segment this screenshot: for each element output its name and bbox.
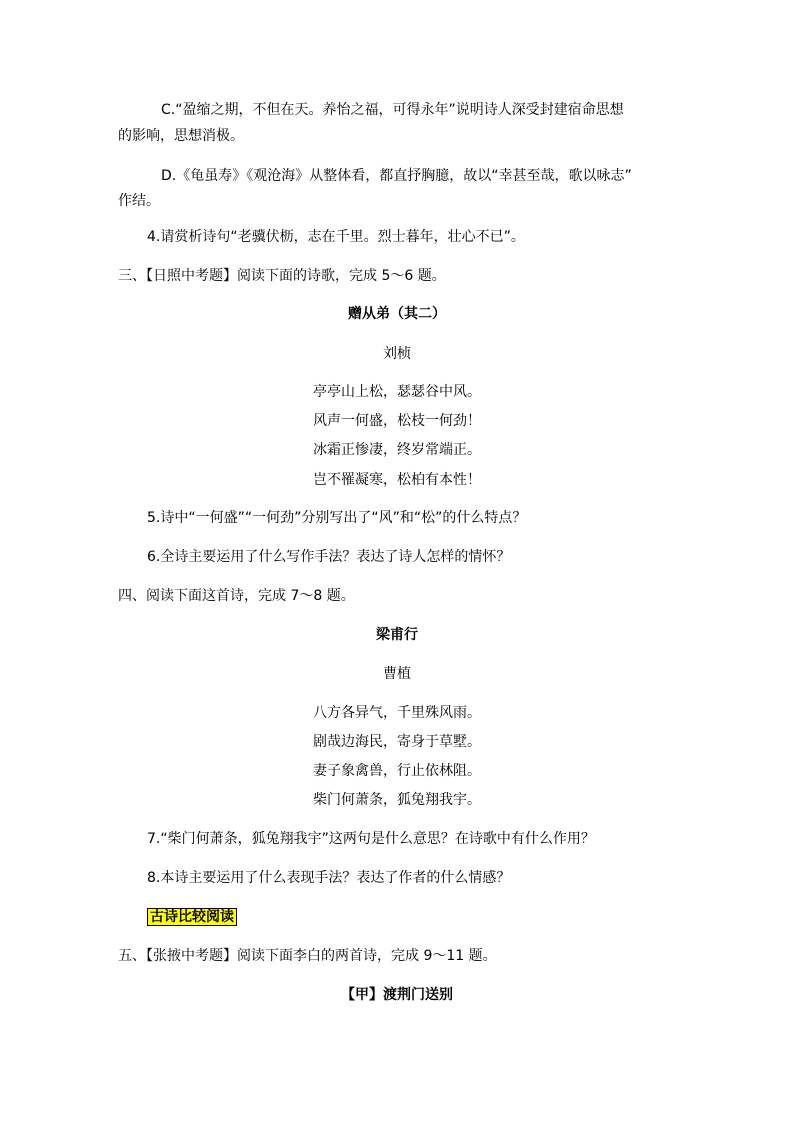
- poem-2-line-4: 柴门何萧条，狐兔翔我宇。: [313, 792, 481, 808]
- poem-2-line-1: 八方各异气，千里殊风雨。: [313, 705, 481, 721]
- question-7: 7.“柴门何萧条，狐兔翔我宇”这两句是什么意思？在诗歌中有什么作用？: [147, 831, 595, 847]
- option-c-line-1: C.“盈缩之期，不但在天。养怡之福，可得永年”说明诗人深受封建宿命思想: [161, 102, 624, 118]
- poem-author-1: 刘桢: [383, 346, 411, 362]
- section-3-heading: 三、【日照中考题】阅读下面的诗歌，完成 5～6 题。: [118, 268, 446, 284]
- question-8: 8.本诗主要运用了什么表现手法？表达了作者的什么情感？: [147, 870, 511, 886]
- poem-1-line-1: 亭亭山上松，瑟瑟谷中风。: [313, 384, 481, 400]
- poem-title-2: 梁甫行: [376, 627, 418, 643]
- option-d-line-2: 作结。: [118, 193, 160, 209]
- comparison-reading-label: [147, 907, 237, 927]
- poem-1-line-3: 冰霜正惨凄，终岁常端正。: [313, 442, 481, 458]
- option-c-line-2: 的影响，思想消极。: [118, 128, 244, 144]
- question-4: 4.请赏析诗句“老骥伏枥，志在千里。烈士暮年，壮心不已”。: [147, 229, 525, 245]
- highlight-badge: 古诗比较阅读: [147, 908, 237, 926]
- poem-author-2: 曹植: [383, 666, 411, 682]
- poem-2-line-3: 妻子象禽兽，行止依林阻。: [313, 763, 481, 779]
- question-5: 5.诗中“一何盛”“一何劲”分别写出了“风”和“松”的什么特点？: [147, 510, 527, 526]
- poem-title-1: 赠从弟（其二）: [348, 306, 446, 322]
- section-4-heading: 四、阅读下面这首诗，完成 7～8 题。: [118, 588, 355, 604]
- poem-2-line-2: 剧哉边海民，寄身于草墅。: [313, 734, 481, 750]
- poem-title-3: 【甲】渡荆门送别: [341, 987, 453, 1003]
- question-6: 6.全诗主要运用了什么写作手法？表达了诗人怎样的情怀？: [147, 549, 511, 565]
- section-5-heading: 五、【张掖中考题】阅读下面李白的两首诗，完成 9～11 题。: [118, 948, 497, 964]
- poem-1-line-4: 岂不罹凝寒，松柏有本性！: [313, 472, 481, 488]
- poem-1-line-2: 风声一何盛，松枝一何劲！: [313, 413, 481, 429]
- option-d-line-1: D.《龟虽寿》《观沧海》从整体看，都直抒胸臆，故以“幸甚至哉，歌以咏志”: [161, 168, 632, 184]
